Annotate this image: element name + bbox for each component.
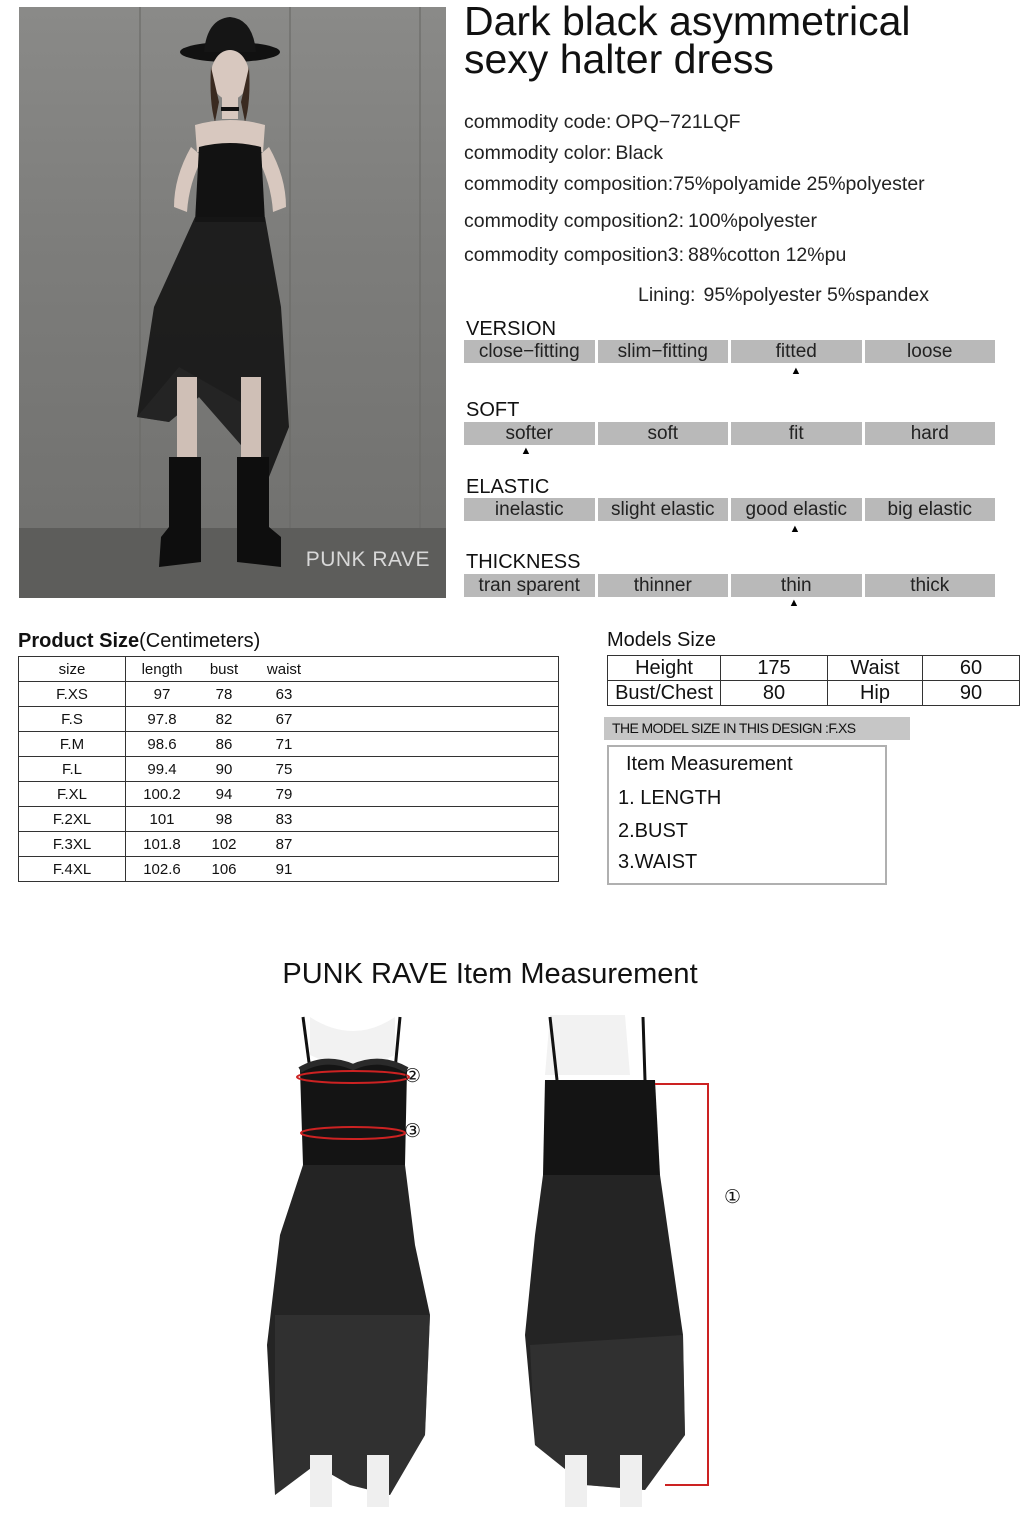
scale-option: big elastic [865,498,996,521]
table-cell: 75 [250,757,318,782]
table-header: length [126,657,199,682]
table-cell: 102 [198,832,250,857]
table-cell-empty [318,807,559,832]
table-cell: F.4XL [19,857,126,882]
table-cell: Waist [828,656,923,681]
scale-thickness [464,574,995,597]
spec-value: 75%polyamide 25%polyester [673,173,925,195]
table-cell-empty [318,707,559,732]
spec-value: Black [615,142,664,164]
scale-version [464,340,995,363]
table-row [19,807,559,832]
length-marker-label: ① [724,1187,742,1208]
table-cell-empty [318,832,559,857]
spec-value: 100%polyester [688,210,818,232]
item-measurement-heading: Item Measurement [626,753,793,775]
table-cell: F.XL [19,782,126,807]
table-cell: 71 [250,732,318,757]
table-row [19,732,559,757]
scale-option-selected: thin [731,574,862,597]
table-cell: F.L [19,757,126,782]
waist-marker-label: ③ [404,1121,422,1142]
table-header-row [19,657,559,682]
table-row [608,656,1020,681]
scale-option: slim−fitting [598,340,729,363]
table-row [19,757,559,782]
spec-value: OPQ−721LQF [615,111,741,133]
table-row [19,857,559,882]
table-cell: 98.6 [126,732,199,757]
scale-elastic-label: ELASTIC [466,476,550,498]
bust-marker-label: ② [404,1066,422,1087]
product-size-title [18,630,260,653]
table-cell: 86 [198,732,250,757]
table-cell: 94 [198,782,250,807]
measurement-item: 1. LENGTH [618,787,722,809]
model-figure [19,7,446,598]
scale-option: inelastic [464,498,595,521]
table-cell: 63 [250,682,318,707]
table-header: size [19,657,126,682]
dress-back-view [515,1015,715,1510]
table-cell: 60 [923,656,1020,681]
models-size-title: Models Size [607,629,716,651]
spec-label: commodity composition3: [464,244,685,266]
table-cell: F.S [19,707,126,732]
spec-label: commodity composition2: [464,210,685,232]
scale-option: close−fitting [464,340,595,363]
table-cell: 97 [126,682,199,707]
table-cell: 101 [126,807,199,832]
table-header: waist [250,657,318,682]
measurement-item: 2.BUST [618,820,689,842]
scale-option: thinner [598,574,729,597]
table-cell: 80 [721,681,828,706]
spec-label: commodity composition: [464,173,674,195]
scale-option-selected: fitted [731,340,862,363]
scale-option: slight elastic [598,498,729,521]
table-cell: 97.8 [126,707,199,732]
table-cell: 101.8 [126,832,199,857]
spec-lining [638,284,929,307]
table-cell: 67 [250,707,318,732]
table-cell: 102.6 [126,857,199,882]
table-cell-empty [318,782,559,807]
spec-composition-2 [464,210,817,233]
table-cell: 91 [250,857,318,882]
table-row [19,782,559,807]
table-cell-empty [318,757,559,782]
table-cell-empty [318,682,559,707]
table-cell: 106 [198,857,250,882]
table-row [19,682,559,707]
spec-color [464,142,663,165]
table-cell: Height [608,656,721,681]
selected-marker-icon: ▲ [790,365,802,377]
scale-option: tran sparent [464,574,595,597]
title-line-1: Dark black asymmetrical [464,0,911,44]
scale-option: soft [598,422,729,445]
product-title [464,0,1024,82]
table-cell: 83 [250,807,318,832]
product-size-heading: Product Size [18,630,140,652]
table-cell: F.2XL [19,807,126,832]
table-cell: Hip [828,681,923,706]
scale-soft [464,422,995,445]
table-header-empty [318,657,559,682]
item-measurement-box [607,745,887,885]
scale-version-label: VERSION [466,318,557,340]
table-row [608,681,1020,706]
spec-label: commodity code: [464,111,612,133]
table-cell: 78 [198,682,250,707]
dress-front-view [255,1015,455,1510]
spec-composition-3 [464,244,846,267]
measurement-section-title: PUNK RAVE Item Measurement [282,958,698,990]
product-size-unit: (Centimeters) [139,630,261,652]
scale-elastic [464,498,995,521]
spec-label: Lining: [638,284,696,306]
table-cell: 98 [198,807,250,832]
table-cell: Bust/Chest [608,681,721,706]
table-cell: 90 [923,681,1020,706]
table-cell: 100.2 [126,782,199,807]
selected-marker-icon: ▲ [520,445,532,457]
models-size-table [607,655,1020,706]
product-size-table [18,656,559,882]
table-cell-empty [318,732,559,757]
table-cell: 99.4 [126,757,199,782]
scale-thickness-label: THICKNESS [466,551,581,573]
watermark: PUNK RAVE [305,548,430,571]
scale-option-selected: good elastic [731,498,862,521]
spec-value: 95%polyester 5%spandex [703,284,929,306]
spec-label: commodity color: [464,142,612,164]
table-cell: 79 [250,782,318,807]
table-cell: F.3XL [19,832,126,857]
table-cell: 175 [721,656,828,681]
table-cell: F.XS [19,682,126,707]
table-cell: F.M [19,732,126,757]
table-cell: 87 [250,832,318,857]
table-cell: 90 [198,757,250,782]
selected-marker-icon: ▲ [789,523,801,535]
table-row [19,832,559,857]
table-row [19,707,559,732]
selected-marker-icon: ▲ [788,597,800,609]
spec-code [464,111,741,134]
scale-option: loose [865,340,996,363]
scale-soft-label: SOFT [466,399,520,421]
title-line-2: sexy halter dress [464,36,774,82]
table-cell: 82 [198,707,250,732]
scale-option: fit [731,422,862,445]
scale-option: thick [865,574,996,597]
scale-option: hard [865,422,996,445]
spec-composition [464,173,925,196]
spec-value: 88%cotton 12%pu [688,244,847,266]
scale-option-selected: softer [464,422,595,445]
model-photo [19,7,446,598]
model-design-size-note: THE MODEL SIZE IN THIS DESIGN :F.XS [604,717,910,740]
table-header: bust [198,657,250,682]
measurement-item: 3.WAIST [618,851,698,873]
table-cell-empty [318,857,559,882]
